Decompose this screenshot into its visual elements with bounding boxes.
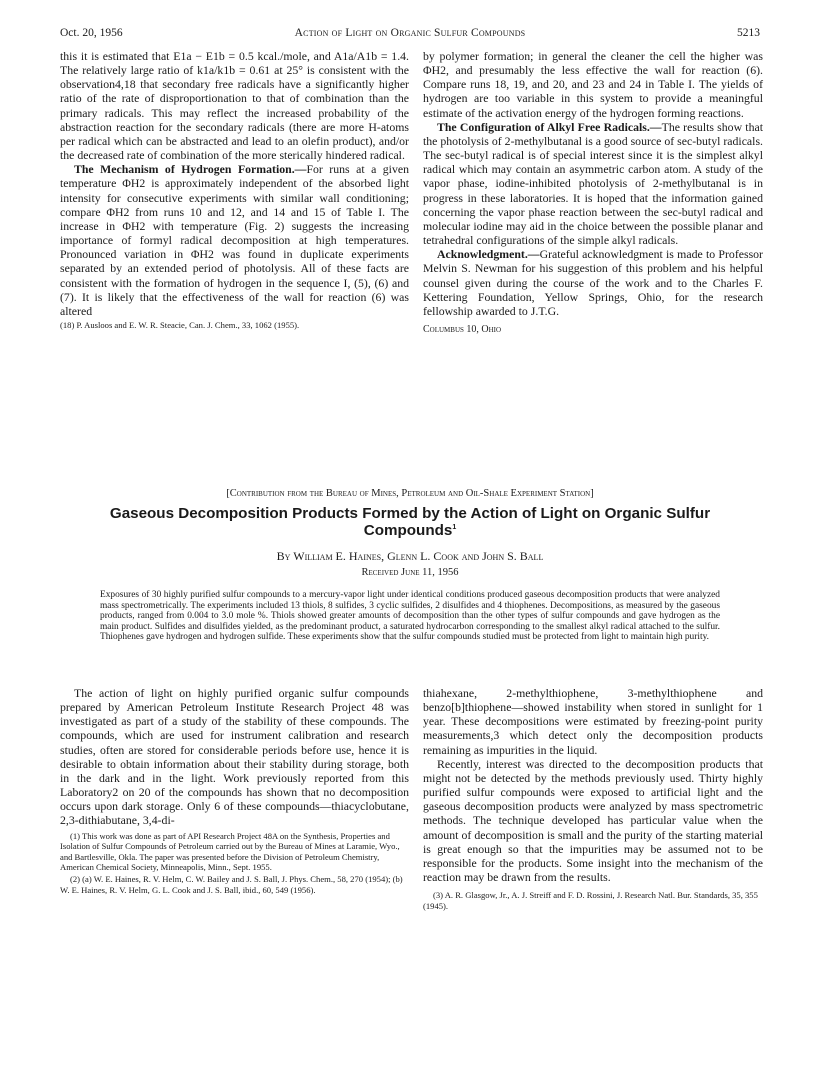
contribution-line: [Contribution from the Bureau of Mines, Petroleum and Oil-Shale Experiment Station] [226,488,594,499]
article-title: Gaseous Decomposition Products Formed by the Action of Light on Organic Sulfur Compounds$^1$ [109,505,711,539]
received-date: Received June 11, 1956 [361,567,459,578]
authors: By William E. Haines, Glenn L. Cook and John S. Ball [276,549,544,563]
paragraph: this it is estimated that E1a − E1b = 0.5 kcal./mole, and A1a/A1b = 1.4. The relatively large ratio of k1a/k1b = 0.61 at 25° is consistent with the observation4,18 that secondary free radicals have a significantly higher ratio of the rate of disproportionation to that of combination than the primary radicals. This may reflect the increased probability of the abstraction reaction for the secondary radicals (there are more H-atoms per radical which can be abstracted and lead to an olefin product), and/or the decreased rate of combination of the more sterically hindered radical. [60,49,409,163]
section-heading: Acknowledgment.— [437,247,540,262]
author-address: Columbus 10, Ohio [423,323,502,335]
footnote-marker: 1 [452,523,457,531]
section-heading: The Configuration of Alkyl Free Radicals.— [437,119,662,134]
column-1 [60,49,409,331]
footnote-3: (3) A. R. Glasgow, Jr., A. J. Streiff and F. D. Rossini, J. Research Natl. Bur. Standards, 35, 355 (1945). [423,890,758,911]
page-number: 5213 [737,27,760,39]
paragraph: thiahexane, 2-methylthiophene, 3-methylthiophene and benzo[b]thiophene—showed instability when stored in sunlight for 1 year. These decompositions were estimated by freezing-point purity measurements,3 which detect only the decomposition products remaining as impurities in the liquid. [423,686,763,757]
running-head-date: Oct. 20, 1956 [60,27,123,39]
paragraph: Recently, interest was directed to the decomposition products that might not be detected by the methods previously used. Thirty highly purified sulfur compounds were exposed to artificial light and the gaseous decomposition products were analyzed by mass spectrometric methods. The technique developed has particular value when the amount of decomposition is small and the purity of the starting material is great enough so that the impurities may be assumed not to be responsible for the products. Some insight into the mechanism of the reaction may be drawn from the results. [423,756,763,885]
running-head-title: Action of Light on Organic Sulfur Compounds [294,27,526,39]
column-4 [423,686,763,911]
column-2 [423,49,763,337]
paragraph: The action of light on highly purified organic sulfur compounds prepared by American Petroleum Institute Research Project 48 was investigated as part of a study of the stability of these compounds. The compounds, which are used for instrument calibration and research studies, often are stored for considerable periods before use, hence it is desirable to obtain information about their stability during storage, both in the dark and in the light. Work previously reported from this Laboratory2 on 20 of the compounds has shown that no decomposition occurs upon dark storage. Only 6 of these compounds—thiacyclobutane, 2,3-dithiabutane, 3,4-di- [60,686,409,828]
paragraph: The Mechanism of Hydrogen Formation.—For runs at a given temperature ΦH2 is approximately independent of the absorbed light intensity for consecutive experiments with similar wall conditioning; compare ΦH2 from runs 10 and 12, and 14 and 15 of Table I. The increase in ΦH2 with temperature (Fig. 2) suggests the increasing importance of formyl radical decomposition at high temperatures. Pronounced variation in ΦH2 was found in duplicate experiments separated by an extended period of photolysis. All of these facts are consistent with the formation of hydrogen in the sequence I, (5), (6) and (7). It is likely that the effectiveness of the wall for reaction (6) was altered [60,162,409,318]
running-head [60,27,760,43]
paragraph: Acknowledgment.—Grateful acknowledgment is made to Professor Melvin S. Newman for his suggestion of this problem and his helpful counsel given during the course of the work and to the Charles F. Kettering Foundation, Yellow Springs, Ohio, for the research fellowship awarded to J.T.G. [423,247,763,318]
footnote-18: (18) P. Ausloos and E. W. R. Steacie, Can. J. Chem., 33, 1062 (1955). [60,319,300,330]
paragraph: The Configuration of Alkyl Free Radicals.—The results show that the photolysis of 2-methylbutanal is a good source of sec-butyl radicals. The sec-butyl radical is of special interest since it is the simplest alkyl radical which may contain an asymmetric carbon atom. A study of the vapor phase, iodine-inhibited photolysis of 2-methylbutanal is in progress in these laboratories. It is hoped that the information gained concerning the vapor phase reaction between the sec-butyl radical and molecular iodine may aid in the choice between the possible planar and tetrahedral configurations of the simple alkyl radicals. [423,119,763,248]
footnote-2: (2) (a) W. E. Haines, R. V. Helm, C. W. Bailey and J. S. Ball, J. Phys. Chem., 58, 270 (1954); (b) W. E. Haines, R. V. Helm, G. L. Cook and J. S. Ball, ibid., 60, 549 (1956). [60,873,403,895]
section-heading: The Mechanism of Hydrogen Formation.— [74,162,307,177]
paragraph: by polymer formation; in general the cleaner the cell the higher was ΦH2, and presumably the less effective the wall for reaction (6). Compare runs 18, 19, and 20, and 23 and 24 in Table I. The yields of hydrogen are too variable in this system to provide a meaningful estimate of the activation energy of the hydrogen forming reactions. [423,49,763,120]
abstract: Exposures of 30 highly purified sulfur compounds to a mercury-vapor light under identical conditions produced gaseous decomposition products that were analyzed mass spectrometrically. The experiments included 13 thiols, 8 sulfides, 3 cyclic sulfides, 2 disulfides and 4 thiophenes. Decompositions, as measured by the gaseous products, ranged from 0.004 to 3.0 mole %. Thiols showed greater amounts of decomposition than the other types of sulfur compounds and gave hydrogen as the main product. Sulfides and disulfides yielded, as the predominant product, a saturated hydrocarbon corresponding to the smallest alkyl radical attached to the sulfur. Thiophenes gave hydrogen and hydrogen sulfide. These experiments show that the sulfur compounds studied must be protected from light to maintain high purity. [100,590,720,643]
column-3 [60,686,409,895]
footnote-1: (1) This work was done as part of API Research Project 48A on the Synthesis, Properties and Isolation of Sulfur Compounds of Petroleum carried out by the Bureau of Mines at Laramie, Wyo., and Bartlesville, Okla. The paper was presented before the Division of Petroleum Chemistry, American Chemical Society, Minneapolis, Minn., Sept. 1955. [60,830,400,873]
